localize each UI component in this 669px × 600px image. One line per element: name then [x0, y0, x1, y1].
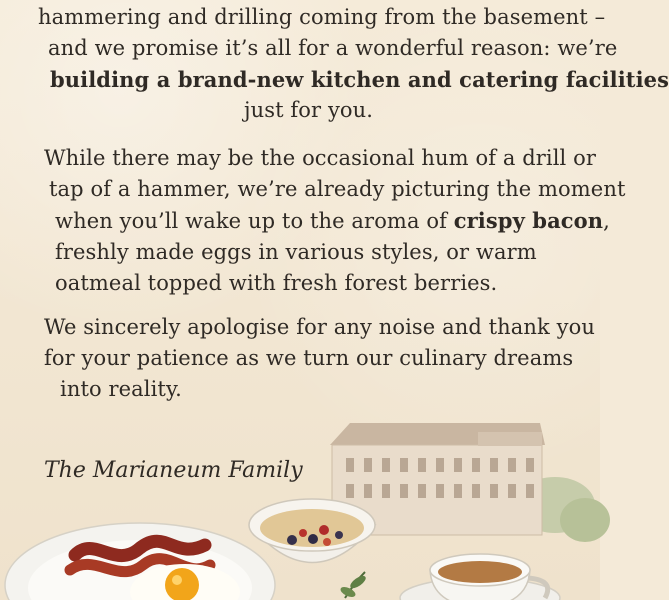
text-line: just for you. [244, 98, 374, 122]
text-line: oatmeal topped with fresh forest berries. [55, 271, 498, 295]
text-line: hammering and drilling coming from the basement – [38, 5, 606, 29]
text-line [55, 205, 610, 237]
coffee-cup [400, 554, 560, 600]
text-line: into reality. [60, 377, 182, 401]
text-line: While there may be the occasional hum of a drill or [44, 146, 597, 170]
text-line: freshly made eggs in various styles, or warm [55, 240, 537, 264]
text-line-bold: building a brand-new kitchen and catering facilities [50, 67, 669, 92]
signature: The Marianeum Family [44, 458, 303, 483]
bacon-and-egg-plate [5, 523, 275, 600]
oatmeal-bowl [249, 499, 375, 563]
text-fragment: , [603, 209, 610, 233]
paragraph-breakfast-vision [0, 143, 626, 299]
herb-garnish [339, 572, 368, 599]
text-line: tap of a hammer, we’re already picturing the moment [49, 177, 626, 201]
highlight-crispy-bacon: crispy bacon [453, 208, 604, 233]
text-fragment: when you’ll wake up to the aroma of [55, 209, 447, 233]
paragraph-apology [0, 312, 600, 405]
breakfast-illustration [0, 400, 600, 600]
text-line: We sincerely apologise for any noise and thank you [44, 315, 595, 339]
paragraph-kitchen-announcement [0, 0, 669, 126]
text-line: and we promise it’s all for a wonderful reason: we’re [48, 36, 618, 60]
text-line: for your patience as we turn our culinary dreams [44, 346, 574, 370]
